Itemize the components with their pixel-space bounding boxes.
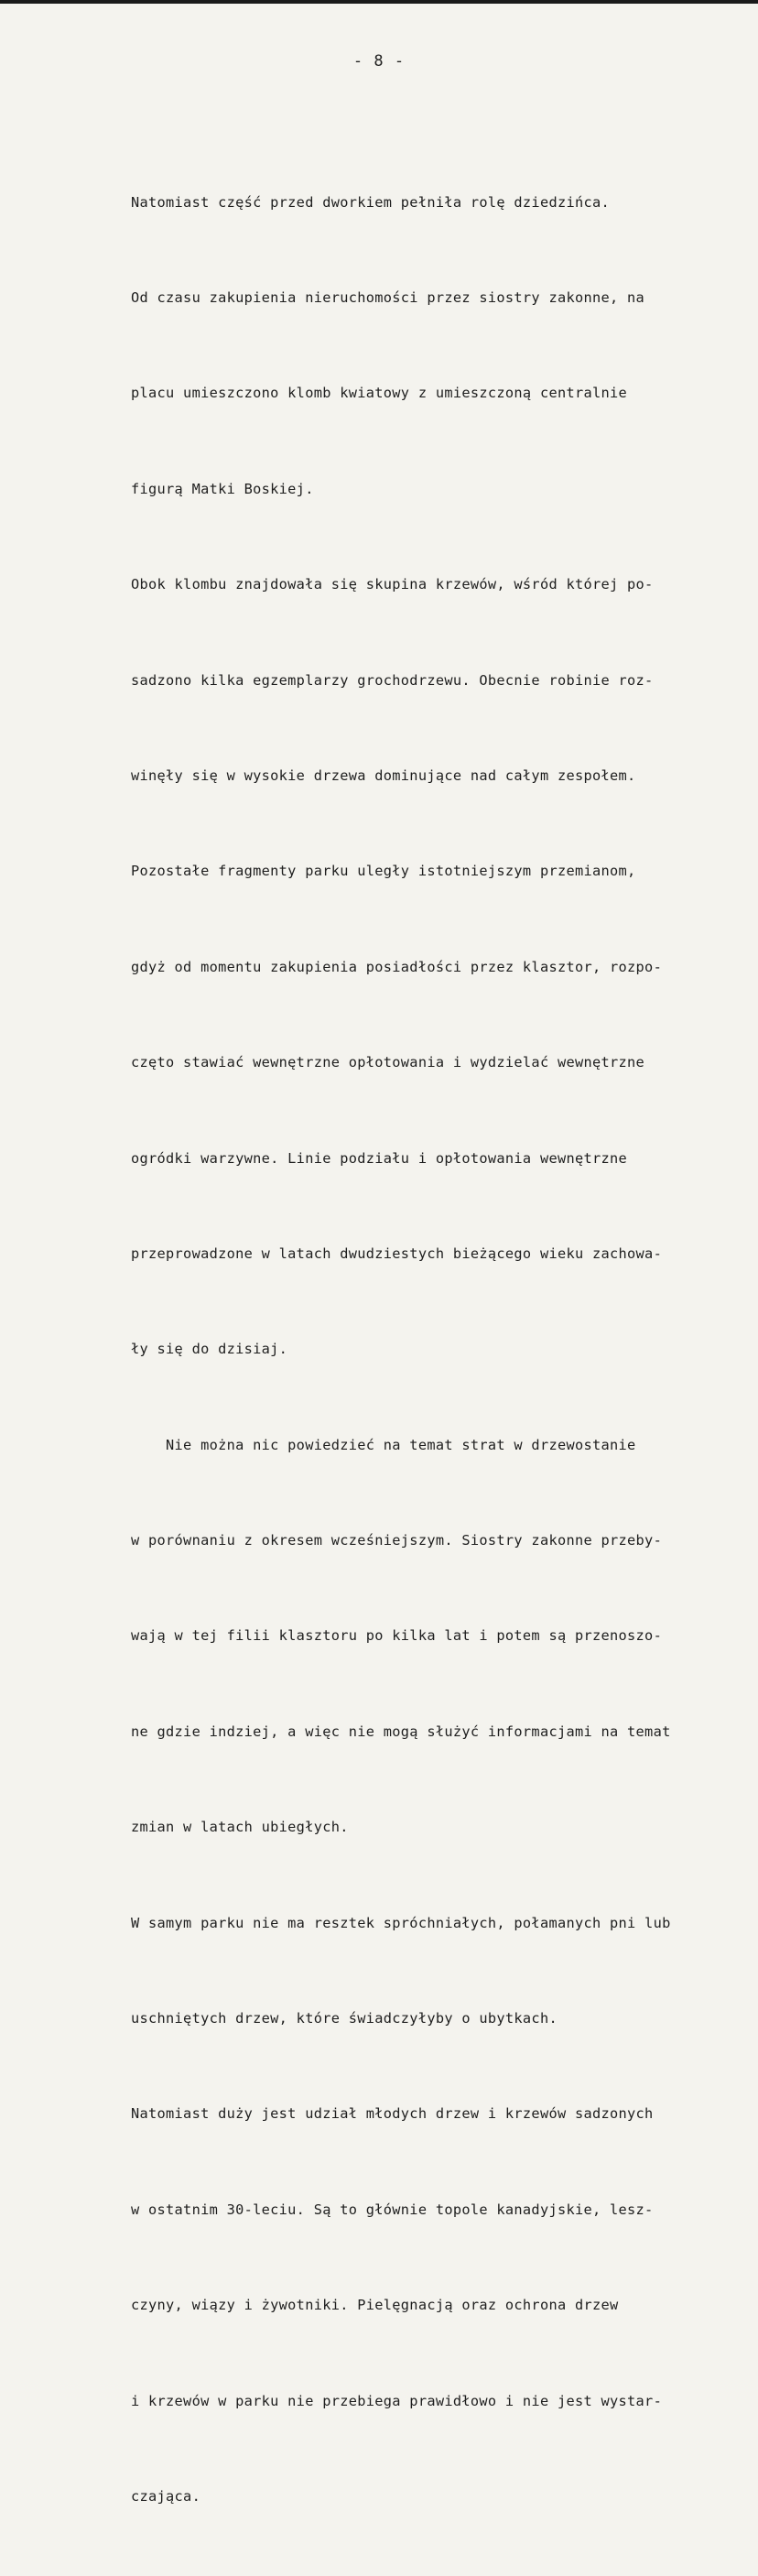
text-line: Natomiast duży jest udział młodych drzew i krzewów sadzonych	[131, 2105, 654, 2123]
text-line: winęły się w wysokie drzewa dominujące nad całym zespołem.	[131, 766, 636, 784]
text-line: częto stawiać wewnętrzne opłotowania i wydzielać wewnętrzne	[131, 1054, 645, 1071]
text-line: gdyż od momentu zakupienia posiadłości przez klasztor, rozpo-	[131, 958, 663, 975]
text-line: Nie można nic powiedzieć na temat strat w drzewostanie	[131, 1436, 636, 1453]
text-line: wają w tej filii klasztoru po kilka lat i potem są przenoszo-	[131, 1627, 663, 1645]
text-line: Pozostałe fragmenty parku uległy istotniejszym przemianom,	[131, 863, 636, 880]
text-line: W samym parku nie ma resztek spróchniałych, połamanych pni lub	[131, 1914, 671, 1931]
scan-top-border	[0, 0, 758, 4]
body-text	[131, 123, 735, 2576]
text-line: Od czasu zakupienia nieruchomości przez siostry zakonne, na	[131, 288, 645, 306]
text-line: w ostatnim 30-leciu. Są to głównie topole kanadyjskie, lesz-	[131, 2201, 654, 2218]
text-line: przeprowadzone w latach dwudziestych bieżącego wieku zachowa-	[131, 1245, 663, 1262]
text-line: zmian w latach ubiegłych.	[131, 1819, 349, 1836]
text-line: ogródki warzywne. Linie podziału i opłotowania wewnętrzne	[131, 1149, 628, 1167]
text-line: i krzewów w parku nie przebiega prawidłowo i nie jest wystar-	[131, 2392, 663, 2409]
text-line: czyny, wiązy i żywotniki. Pielęgnacją oraz ochrona drzew	[131, 2297, 619, 2314]
page-number: - 8 -	[352, 52, 406, 71]
text-line: czająca.	[131, 2487, 201, 2505]
text-line: Natomiast część przed dworkiem pełniła rolę dziedzińca.	[131, 193, 611, 211]
text-line: ne gdzie indziej, a więc nie mogą służyć informacjami na temat	[131, 1723, 671, 1740]
text-line: figurą Matki Boskiej.	[131, 480, 314, 497]
text-line: ły się do dzisiaj.	[131, 1341, 288, 1358]
text-line: sadzono kilka egzemplarzy grochodrzewu. Obecnie robinie roz-	[131, 671, 654, 689]
text-line: placu umieszczono klomb kwiatowy z umieszczoną centralnie	[131, 385, 628, 402]
text-line: uschniętych drzew, które świadczyłyby o ubytkach.	[131, 2010, 558, 2027]
text-line: w porównaniu z okresem wcześniejszym. Siostry zakonne przeby-	[131, 1532, 663, 1549]
text-line: Obok klombu znajdowała się skupina krzewów, wśród której po-	[131, 576, 654, 593]
